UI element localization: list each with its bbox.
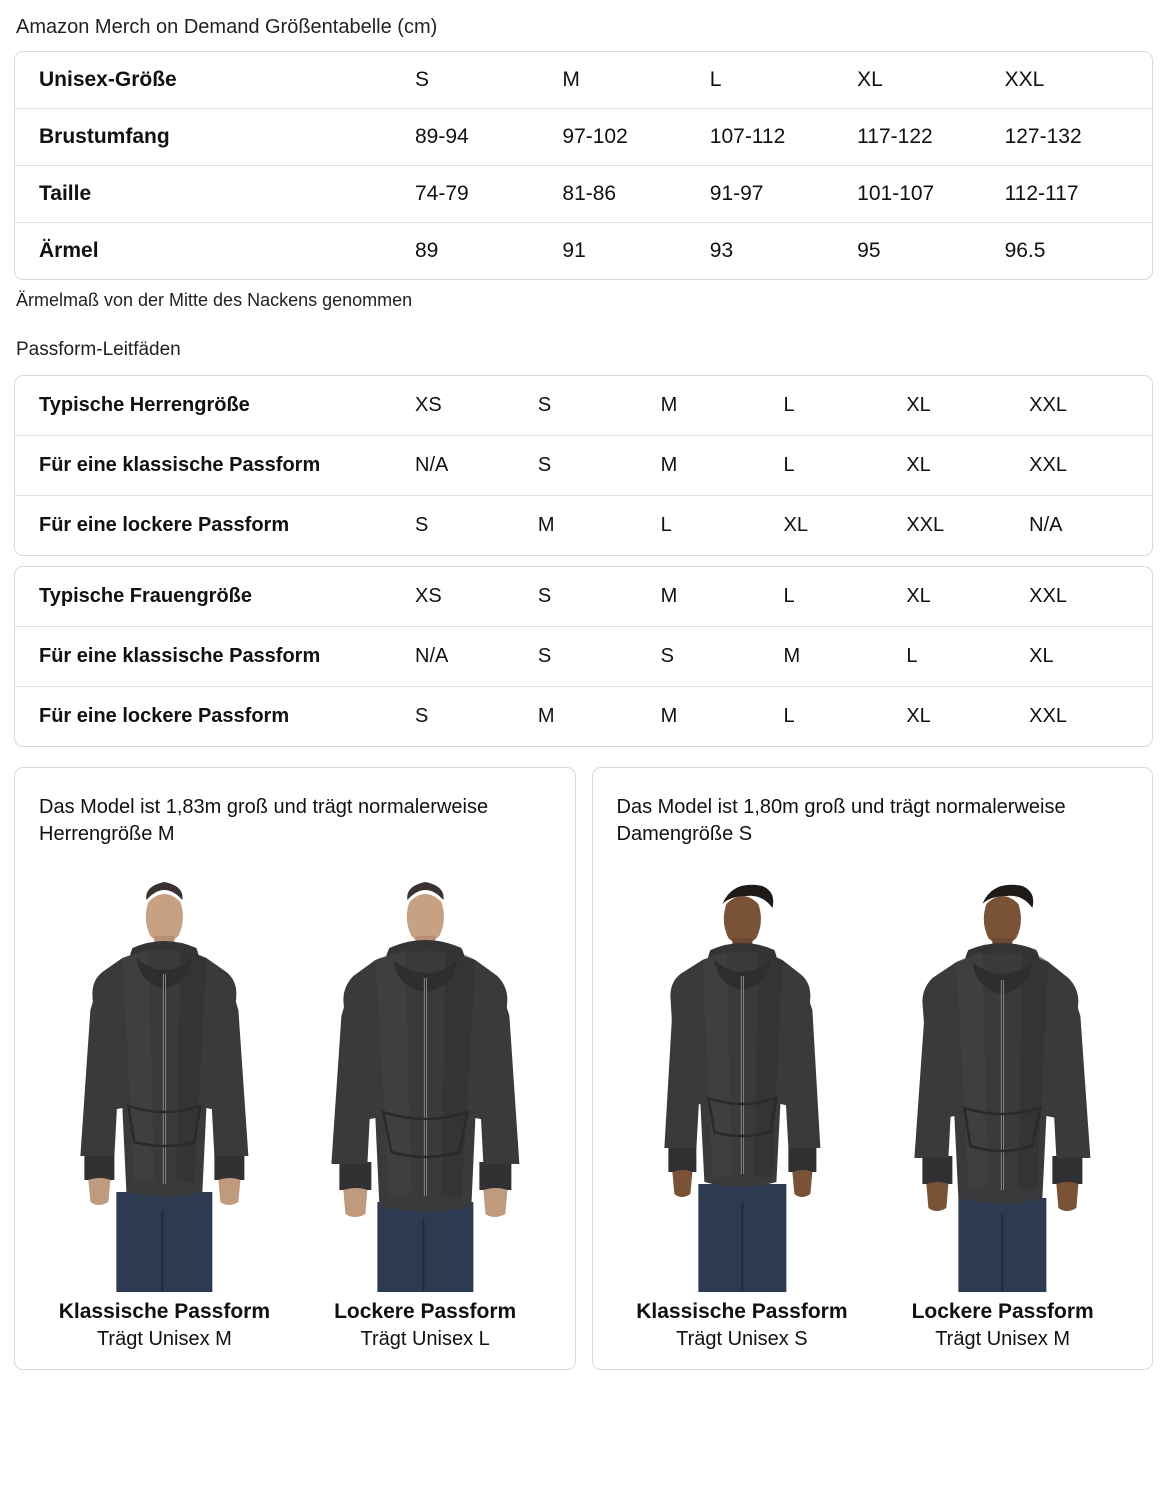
- cell: L: [783, 394, 795, 416]
- cell: XL: [1029, 627, 1152, 687]
- table-row: [15, 109, 1152, 166]
- cell: S: [415, 687, 538, 747]
- row-label: Typische Frauengröße: [39, 585, 253, 607]
- cell: 91-97: [710, 166, 857, 223]
- mens-fit-card: [14, 375, 1153, 556]
- cell: L: [783, 585, 795, 607]
- cell: M: [538, 496, 661, 556]
- size-table-card: [14, 51, 1153, 280]
- womens-fit-table: [15, 567, 1152, 746]
- cell: XL: [906, 436, 1029, 496]
- row-label: Für eine klassische Passform: [15, 436, 415, 496]
- cell: 127-132: [1005, 109, 1152, 166]
- figure-subtitle: Trägt Unisex M: [96, 1328, 232, 1350]
- figure-subtitle: Trägt Unisex S: [676, 1328, 808, 1350]
- cell: M: [660, 585, 678, 607]
- cell: XL: [857, 68, 883, 91]
- figure-group: [39, 862, 551, 1351]
- table-row: [15, 223, 1152, 280]
- page-title: Amazon Merch on Demand Größentabelle (cm): [16, 16, 438, 38]
- cell: XXL: [1029, 687, 1152, 747]
- cell: M: [562, 68, 580, 91]
- cell: S: [538, 436, 661, 496]
- cell: L: [906, 627, 1029, 687]
- cell: 117-122: [857, 109, 1004, 166]
- model-photo-classic-mens: [39, 862, 290, 1292]
- size-table: [15, 52, 1152, 279]
- row-label: Unisex-Größe: [39, 68, 177, 91]
- cell: 81-86: [562, 166, 709, 223]
- model-photo-classic-womens: [617, 862, 868, 1292]
- cell: S: [537, 394, 552, 416]
- cell: L: [783, 687, 906, 747]
- cell: M: [661, 436, 784, 496]
- figure-classic-womens: [617, 862, 868, 1351]
- table-row: [15, 376, 1152, 436]
- cell: 89-94: [415, 109, 562, 166]
- figure-title: Lockere Passform: [334, 1300, 517, 1323]
- row-label: Ärmel: [15, 223, 415, 280]
- cell: XL: [783, 496, 906, 556]
- mens-fit-table: [15, 376, 1152, 555]
- table-row: [15, 567, 1152, 627]
- cell: S: [415, 496, 538, 556]
- fit-guides-heading: Passform-Leitfäden: [16, 339, 181, 360]
- cell: L: [661, 496, 784, 556]
- cell: XL: [906, 687, 1029, 747]
- cell: XS: [415, 394, 442, 416]
- table-row: [15, 166, 1152, 223]
- cell: L: [783, 436, 906, 496]
- cell: N/A: [415, 627, 538, 687]
- cell: M: [661, 687, 784, 747]
- row-label: Für eine lockere Passform: [15, 687, 415, 747]
- figure-subtitle: Trägt Unisex M: [935, 1328, 1071, 1350]
- cell: XL: [906, 394, 931, 416]
- cell: 101-107: [857, 166, 1004, 223]
- cell: XXL: [1029, 585, 1067, 607]
- cell: XXL: [1004, 68, 1045, 91]
- row-label: Brustumfang: [15, 109, 415, 166]
- cell: L: [709, 68, 722, 91]
- row-label: Für eine lockere Passform: [15, 496, 415, 556]
- cell: 93: [710, 223, 857, 280]
- cell: M: [538, 687, 661, 747]
- cell: XXL: [1029, 436, 1152, 496]
- cell: S: [415, 68, 430, 91]
- figure-group: [617, 862, 1129, 1351]
- cell: 74-79: [415, 166, 562, 223]
- table-row: [15, 436, 1152, 496]
- cell: XL: [906, 585, 931, 607]
- table-row: [15, 687, 1152, 747]
- cell: S: [538, 627, 661, 687]
- cell: N/A: [1029, 496, 1152, 556]
- cell: 107-112: [710, 109, 857, 166]
- figure-relaxed-womens: [877, 862, 1128, 1351]
- cell: S: [661, 627, 784, 687]
- cell: XS: [415, 585, 442, 607]
- cell: XXL: [1029, 394, 1067, 416]
- figure-classic-mens: [39, 862, 290, 1351]
- figure-relaxed-mens: [300, 862, 551, 1351]
- sleeve-measure-note: Ärmelmaß von der Mitte des Nackens genommen: [16, 290, 413, 310]
- model-photo-relaxed-mens: [300, 862, 551, 1292]
- womens-model-card: [592, 767, 1154, 1370]
- cell: 96.5: [1005, 223, 1152, 280]
- mens-model-card: [14, 767, 576, 1370]
- model-cards: [14, 767, 1153, 1370]
- row-label: Für eine klassische Passform: [15, 627, 415, 687]
- figure-title: Klassische Passform: [58, 1300, 271, 1323]
- cell: 112-117: [1005, 166, 1152, 223]
- model-caption: Das Model ist 1,80m groß und trägt normalerweise Damengröße S: [616, 796, 1066, 845]
- row-label: Typische Herrengröße: [39, 394, 250, 416]
- womens-fit-card: [14, 566, 1153, 747]
- table-row: [15, 496, 1152, 556]
- figure-subtitle: Trägt Unisex L: [360, 1328, 490, 1350]
- model-photo-relaxed-womens: [877, 862, 1128, 1292]
- cell: S: [537, 585, 552, 607]
- table-row: [15, 52, 1152, 109]
- cell: 91: [562, 223, 709, 280]
- cell: M: [783, 627, 906, 687]
- cell: M: [660, 394, 678, 416]
- cell: 95: [857, 223, 1004, 280]
- cell: N/A: [415, 436, 538, 496]
- model-caption: Das Model ist 1,83m groß und trägt normalerweise Herrengröße M: [39, 796, 489, 845]
- cell: 89: [415, 223, 562, 280]
- cell: XXL: [906, 496, 1029, 556]
- figure-title: Lockere Passform: [911, 1300, 1094, 1323]
- figure-title: Klassische Passform: [636, 1300, 848, 1323]
- row-label: Taille: [15, 166, 415, 223]
- cell: 97-102: [562, 109, 709, 166]
- table-row: [15, 627, 1152, 687]
